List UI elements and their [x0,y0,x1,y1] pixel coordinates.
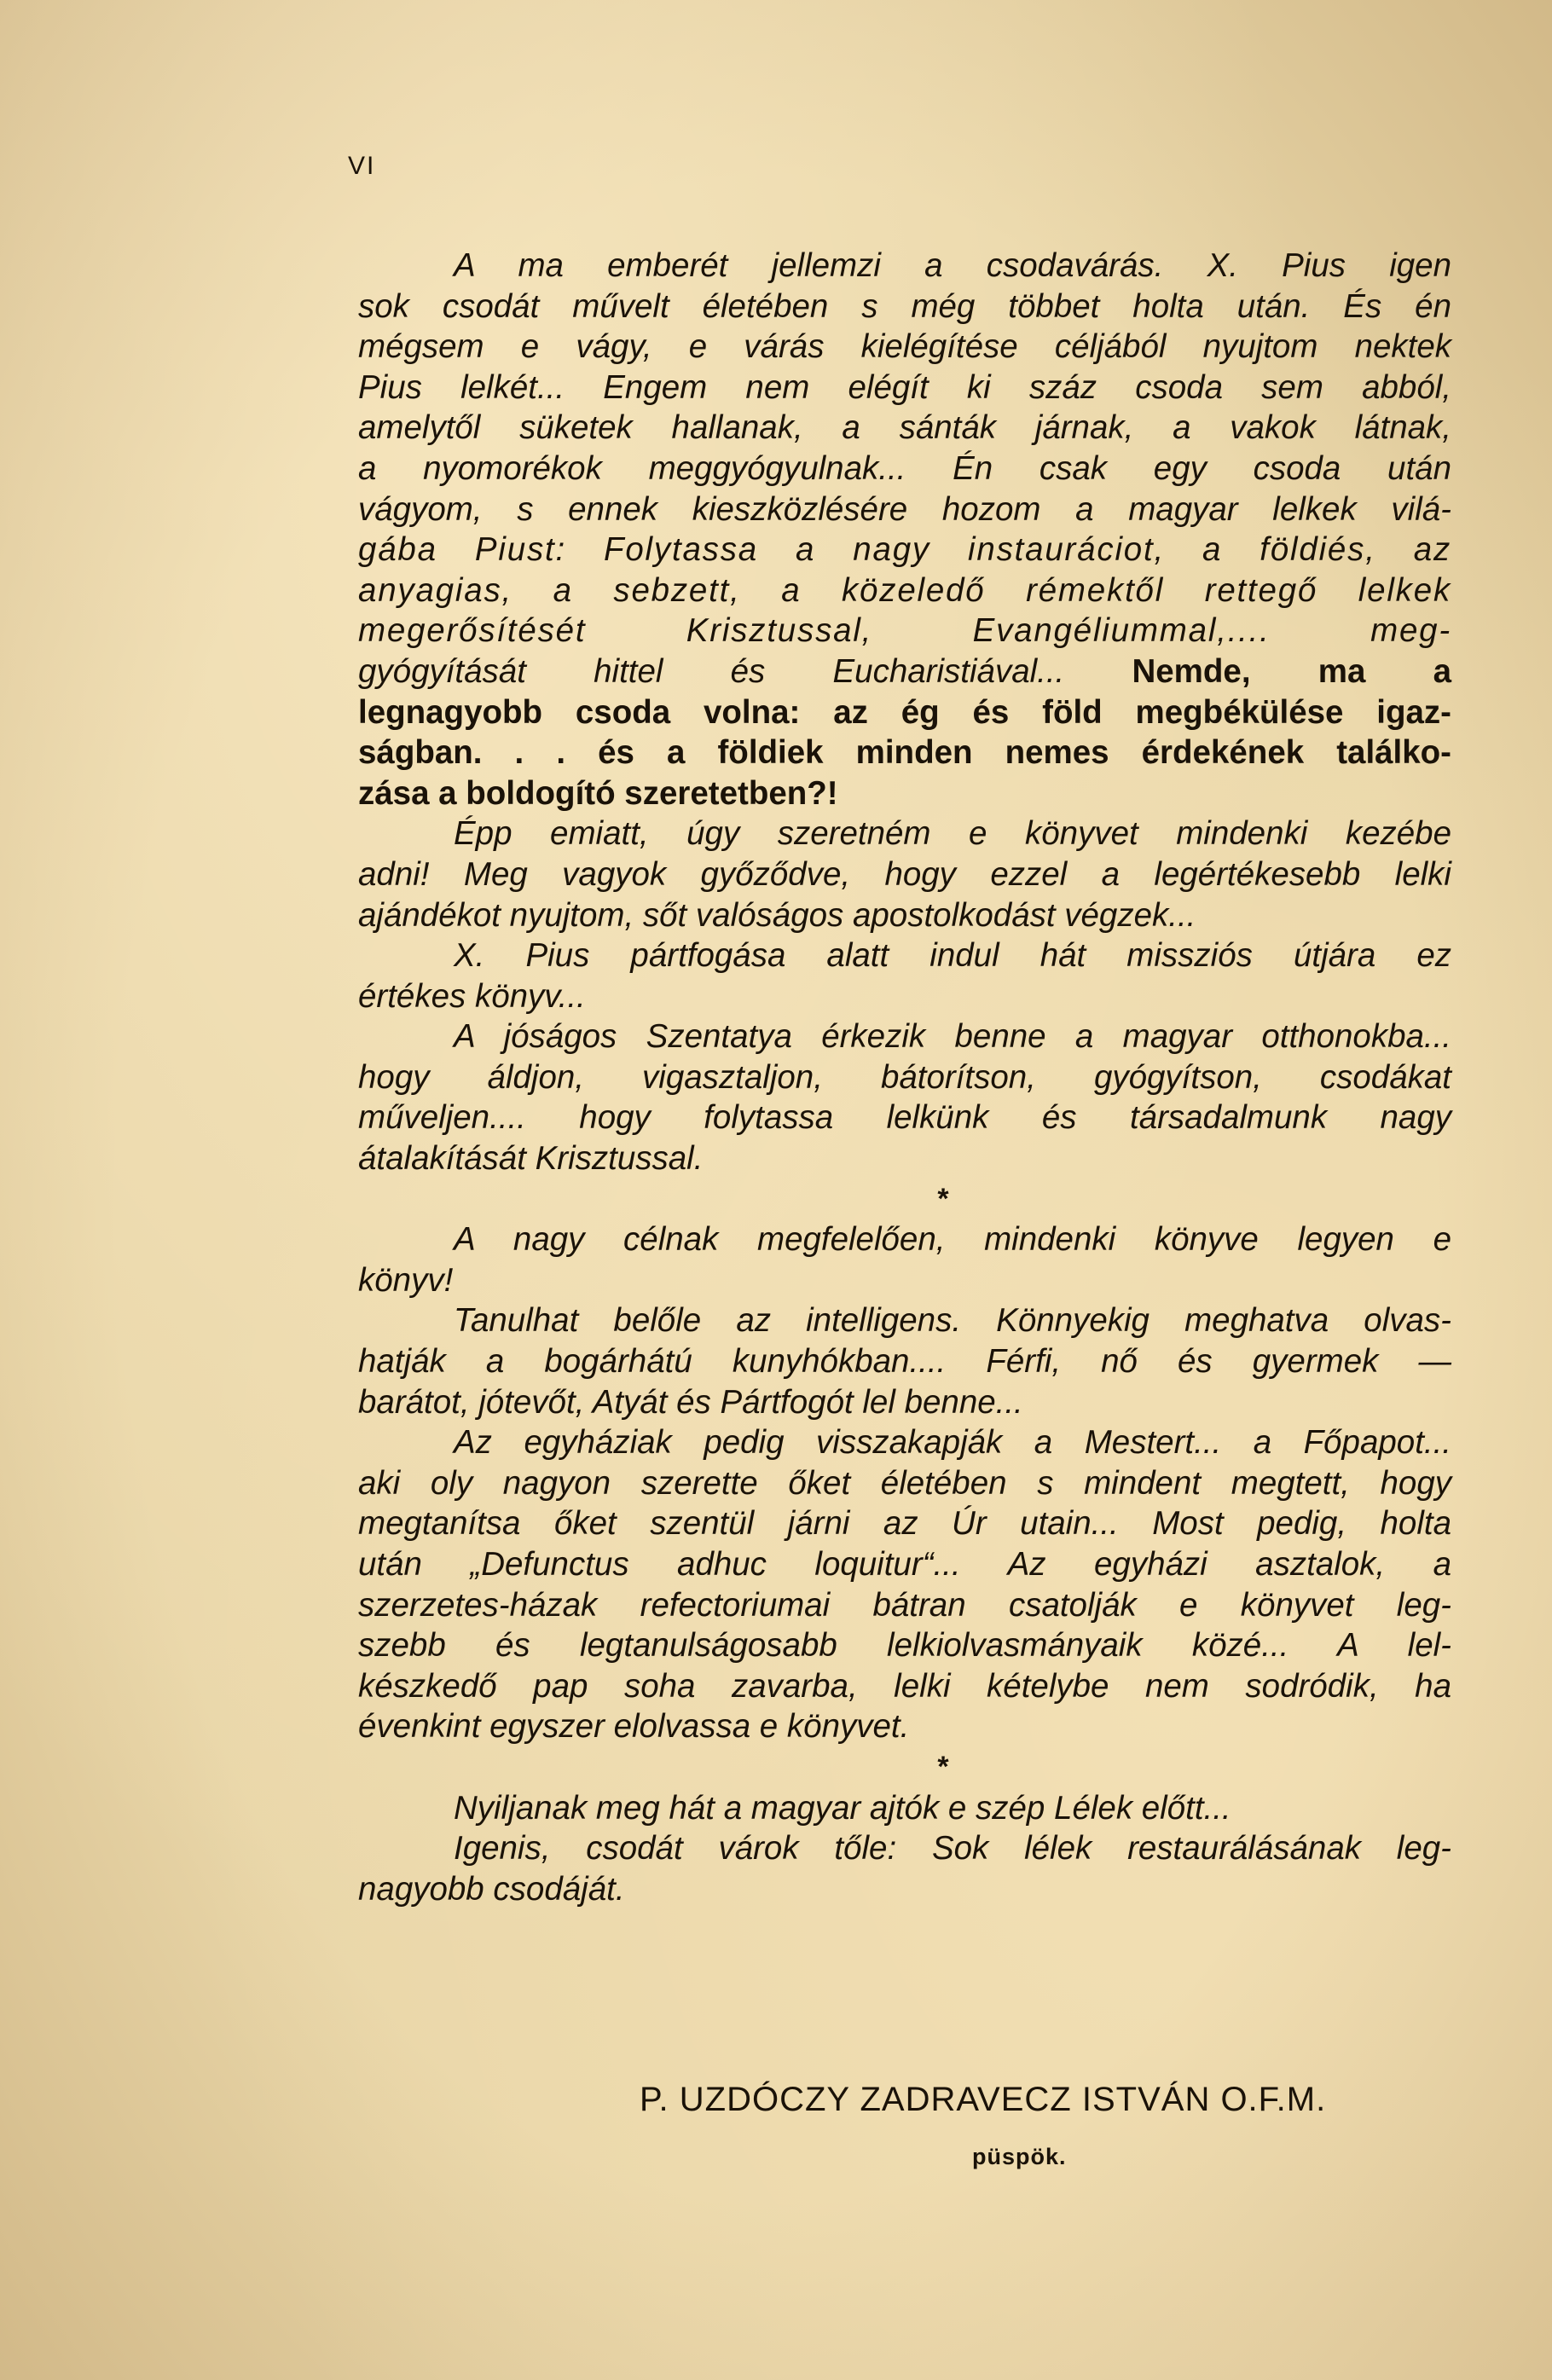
section-separator: * [937,1750,949,1783]
text-line: Épp emiatt, úgy szeretném e könyvet mindenki kezébe [454,815,1451,853]
text-line: mégsem e vágy, e várás kielégítése céljából nyujtom nektek [358,328,1451,366]
text-line: legnagyobb csoda volna: az ég és föld megbékülése igaz- [358,693,1451,731]
signature-title: püspök. [972,2144,1067,2169]
text-line: zása a boldogító szeretetben?! [358,774,838,812]
text-line: a nyomorékok meggyógyulnak... Én csak egy csoda után [358,449,1451,487]
text-line: A nagy célnak megfelelően, mindenki könyve legyen e [454,1221,1451,1259]
text-line: gába Piust: Folytassa a nagy instauráciot, a földiés, az [358,531,1451,569]
text-line: szebb és legtanulságosabb lelkiolvasmányaik közé... A lel- [358,1627,1451,1665]
signature-name: P. UZDÓCZY ZADRAVECZ ISTVÁN O.F.M. [640,2081,1327,2118]
text-line: X. Pius pártfogása alatt indul hát missziós útjára ez [454,937,1451,975]
page-number: VI [348,152,376,180]
section-separator: * [937,1182,949,1215]
text-line: anyagias, a sebzett, a közeledő rémektől rettegő lelkek [358,571,1451,609]
body-text [358,246,1451,1909]
text-line: hatják a bogárhátú kunyhókban.... Férfi, nő és gyermek — [358,1343,1451,1381]
text-line: ságban. . . és a földiek minden nemes érdekének találko- [358,734,1451,772]
text-line: Nyiljanak meg hát a magyar ajtók e szép Lélek előtt... [454,1789,1231,1827]
text-line: hogy áldjon, vigasztaljon, bátorítson, gyógyítson, csodákat [358,1058,1451,1096]
text-line [358,651,1451,692]
text-line: A jóságos Szentatya érkezik benne a magyar otthonokba... [454,1018,1451,1056]
text-line: készkedő pap soha zavarba, lelki kételybe nem sodródik, ha [358,1667,1451,1705]
text-line: értékes könyv... [358,977,586,1015]
text-line: Tanulhat belőle az intelligens. Könnyekig meghatva olvas- [454,1302,1451,1340]
text-line: megerősítését Krisztussal, Evangéliummal,.... meg- [358,612,1451,650]
text-line: A ma emberét jellemzi a csodavárás. X. Pius igen [454,247,1451,284]
text-line: Az egyháziak pedig visszakapják a Mestert... a Főpapot... [454,1424,1451,1462]
text-line: Igenis, csodát várok tőle: Sok lélek restaurálásának leg- [454,1830,1451,1868]
text-line: barátot, jótevőt, Atyát és Pártfogót lel benne... [358,1383,1023,1421]
text-line: adni! Meg vagyok győződve, hogy ezzel a legértékesebb lelki [358,855,1451,893]
text-line: után „Defunctus adhuc loquitur“... Az egyházi asztalok, a [358,1546,1451,1583]
text-line: megtanítsa őket szentül járni az Úr utain... Most pedig, holta [358,1505,1451,1543]
text-line: sok csodát művelt életében s még többet holta után. És én [358,287,1451,325]
text-line: nagyobb csodáját. [358,1870,625,1908]
text-line: amelytől süketek hallanak, a sánták járnak, a vakok látnak, [358,409,1451,447]
text-line: Pius lelkét... Engem nem elégít ki száz csoda sem abból, [358,368,1451,406]
text-line: átalakítását Krisztussal. [358,1140,704,1178]
text-line: vágyom, s ennek kieszközlésére hozom a magyar lelkek vilá- [358,490,1451,528]
text-line: könyv! [358,1261,454,1299]
italic-run: gyógyítását hittel és Eucharistiával... [358,652,1065,690]
text-line: ajándékot nyujtom, sőt valóságos apostolkodást végzek... [358,896,1196,934]
bold-run: Nemde, ma a [1064,652,1451,690]
text-line: szerzetes-házak refectoriumai bátran csatolják e könyvet leg- [358,1586,1451,1624]
text-line: műveljen.... hogy folytassa lelkünk és társadalmunk nagy [358,1099,1451,1137]
text-line: évenkint egyszer elolvassa e könyvet. [358,1708,910,1746]
text-line: aki oly nagyon szerette őket életében s mindent megtett, hogy [358,1464,1451,1502]
